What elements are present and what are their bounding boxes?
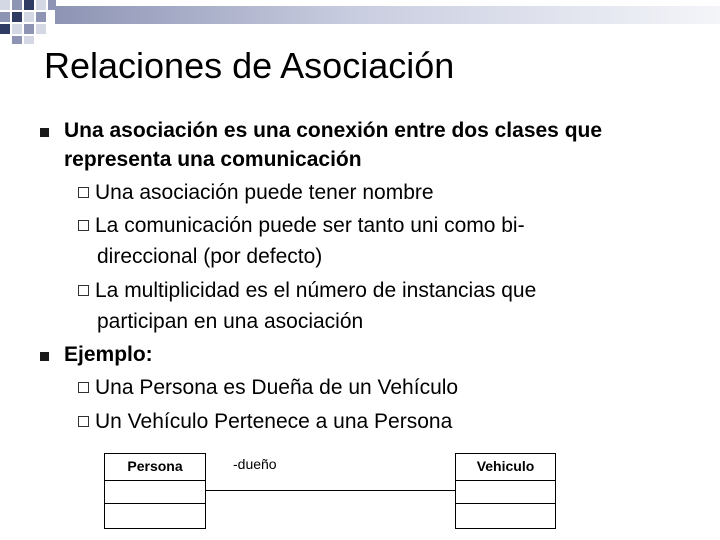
uml-class-persona: [104, 453, 206, 529]
checkbox-bullet-icon: [78, 382, 89, 393]
bullet-text-continued: representa una comunicación: [64, 148, 362, 171]
sub-bullet-text: Un Vehículo Pertenece a una Persona: [95, 410, 453, 433]
sub-bullet-text: Una Persona es Dueña de un Vehículo: [95, 376, 459, 399]
uml-class-name: Persona: [105, 454, 205, 481]
uml-attributes-section: [105, 481, 205, 504]
sub-bullet-item: [78, 371, 458, 404]
sub-bullet-text: La multiplicidad es el número de instancias que: [95, 279, 537, 302]
checkbox-bullet-icon: [78, 187, 89, 198]
square-bullet-icon: [40, 352, 49, 361]
checkbox-bullet-icon: [78, 416, 89, 427]
uml-methods-section: [456, 504, 555, 527]
checkbox-bullet-icon: [78, 220, 89, 231]
sub-bullet-item: [78, 209, 525, 242]
uml-class-vehiculo: [455, 453, 556, 529]
bullet-text: Ejemplo:: [64, 343, 153, 366]
sub-bullet-text: La comunicación puede ser tanto uni como bi-: [95, 214, 525, 237]
sub-bullet-text-continued: participan en una asociación: [97, 310, 364, 333]
sub-bullet-item: [78, 176, 434, 209]
sub-bullet-item: [78, 274, 536, 307]
slide-title: Relaciones de Asociación: [44, 45, 455, 86]
decorative-header-pattern: [0, 0, 720, 44]
checkbox-bullet-icon: [78, 285, 89, 296]
sub-bullet-text: Una asociación puede tener nombre: [95, 181, 434, 204]
association-line: [206, 490, 456, 491]
uml-methods-section: [105, 504, 205, 527]
sub-bullet-text-continued: direccional (por defecto): [97, 245, 323, 268]
association-role-label: -dueño: [233, 456, 277, 472]
uml-attributes-section: [456, 481, 555, 504]
sub-bullet-item: [78, 405, 452, 438]
bullet-text: Una asociación es una conexión entre dos clases que: [64, 119, 603, 142]
uml-class-name: Vehiculo: [456, 454, 555, 481]
square-bullet-icon: [40, 128, 49, 137]
